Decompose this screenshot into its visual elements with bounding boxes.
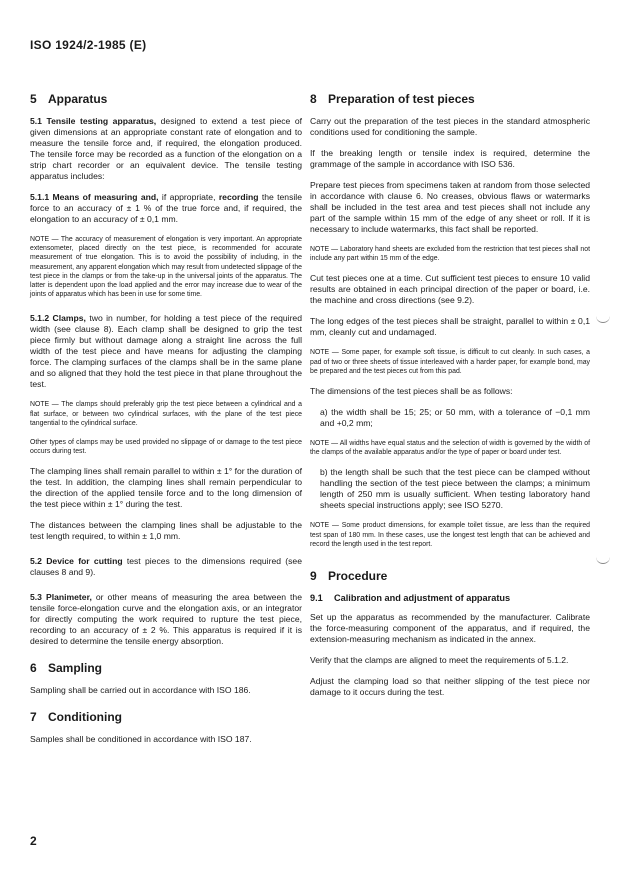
note-other-clamps: Other types of clamps may be used provided no slippage of or damage to the test piece occurs during test.	[30, 439, 302, 456]
para-8-4: Cut test pieces one at a time. Cut sufficient test pieces to ensure 10 valid results are obtained in each principal direction of the paper or board, i.e. the machine and cross directions (see 9.2).	[310, 273, 590, 306]
list-item-length: b) the length shall be such that the test piece can be clamped without handling the section of the test piece between the clamps; a minimum length of 250 mm is usually sufficient. When testing laboratory hand sheets special instructions apply; see ISO 5270.	[320, 467, 590, 511]
para-conditioning: Samples shall be conditioned in accordance with ISO 187.	[30, 734, 252, 745]
para-9-2: Verify that the clamps are aligned to meet the requirements of 5.1.2.	[310, 655, 569, 666]
list-item-width: a) the width shall be 15; 25; or 50 mm, with a tolerance of −0,1 mm and +0,2 mm;	[320, 407, 590, 429]
note-elongation: NOTE — The accuracy of measurement of elongation is very important. An appropriate extensometer, placed directly on the test piece, is recommended for accurate measurement of true elongation. This is to avoid the possibility of including, in the measurement, any apparent elongation which may result from undetected slippage of the test piece in the clamps or from the take-up in the universal joints of the apparatus. The latter is dependent upon the load applied and the error may increase due to wear of the joints of apparatus which has been in use for some time.	[30, 236, 302, 299]
para-8-6: The dimensions of the test pieces shall be as follows:	[310, 386, 513, 397]
margin-mark	[596, 316, 610, 323]
section-7-heading: 7 Conditioning	[30, 710, 122, 725]
para-clamping-lines: The clamping lines shall remain parallel to within ± 1° for the duration of the test. In addition, the clamping lines shall remain perpendicular to the direction of the applied tensile force and to the long dimension of the test piece within ± 1° during the test.	[30, 466, 302, 510]
section-9-1-heading: 9.1 Calibration and adjustment of apparatus	[310, 593, 511, 604]
para-5-2: 5.2 Device for cutting test pieces to the dimensions required (see clauses 8 and 9).	[30, 556, 302, 578]
page-number: 2	[30, 834, 37, 848]
note-clamps: NOTE — The clamps should preferably grip the test piece between a cylindrical and a flat surface, or between two cylindrical surfaces, with the plane of the test piece tangential to the cylindrical surface.	[30, 401, 302, 427]
note-widths: NOTE — All widths have equal status and the selection of width is governed by the width of the clamps of the available apparatus and/or the type of paper or board under test.	[310, 440, 590, 457]
document-header: ISO 1924/2-1985 (E)	[30, 38, 147, 52]
section-6-heading: 6 Sampling	[30, 661, 103, 676]
para-8-2: If the breaking length or tensile index is required, determine the grammage of the sample in accordance with ISO 536.	[310, 148, 590, 169]
section-5-heading: 5 Apparatus	[30, 92, 108, 106]
margin-mark	[596, 557, 610, 564]
para-9-1: Set up the apparatus as recommended by the manufacturer. Calibrate the force-measuring component of the apparatus, and if required, the extension-measuring mechanism as indicated in the annex.	[310, 612, 590, 645]
note-hand-sheets: NOTE — Laboratory hand sheets are excluded from the restriction that test pieces shall not include any part within 15 mm of the edge.	[310, 246, 590, 263]
note-product-dimensions: NOTE — Some product dimensions, for example toilet tissue, are less than the required test span of 180 mm. In these cases, use the longest test length that can be achieved and record the length used in the test report.	[310, 522, 590, 548]
para-distances: The distances between the clamping lines shall be adjustable to the test length required, to within ± 1,0 mm.	[30, 520, 302, 542]
para-5-1-2: 5.1.2 Clamps, two in number, for holding a test piece of the required width (see clause 8). Each clamp shall be designed to grip the test piece firmly but without damage along a straight line across the full width of the test piece and have means for adjusting the clamping force. The clamping surfaces of the clamps shall be in the same plane and so aligned that they hold the test piece in that plane throughout the test.	[30, 313, 302, 390]
section-8-heading: 8 Preparation of test pieces	[310, 92, 475, 106]
para-9-3: Adjust the clamping load so that neither slipping of the test piece nor damage to it occurs during the test.	[310, 676, 590, 698]
note-soft-tissue: NOTE — Some paper, for example soft tissue, is difficult to cut cleanly. In such cases, a pad of two or three sheets of tissue interleaved with a harder paper, for example bond, may be prepared and the test pieces cut from this pad.	[310, 349, 590, 375]
para-8-1: Carry out the preparation of the test pieces in the standard atmospheric conditions used for conditioning the sample.	[310, 116, 590, 137]
para-8-5: The long edges of the test pieces shall be straight, parallel to within ± 0,1 mm, cleanly cut and undamaged.	[310, 316, 590, 338]
para-5-1: 5.1 Tensile testing apparatus, designed to extend a test piece of given dimensions at an appropriate constant rate of elongation and to measure the tensile force and, if required, the elongation produced. The tensile force may be recorded as a function of the elongation on a strip chart recorder or an equivalent device. The tensile testing apparatus includes:	[30, 116, 302, 181]
right-column	[310, 92, 590, 708]
left-column	[30, 92, 302, 755]
section-9-heading: 9 Procedure	[310, 569, 388, 584]
para-8-3: Prepare test pieces from specimens taken at random from those selected in accordance with clause 6. No creases, obvious flaws or watermarks shall be included in the test area and test pieces shall not include any part of the sample within 15 mm of the edge of any sheet or roll. If it is necessary to include watermarks, this fact shall be reported.	[310, 180, 590, 234]
para-5-3: 5.3 Planimeter, or other means of measuring the area between the tensile force-elongation curve and the elongation axis, or an integrator for directly computing the work required to rupture the test piece, recording to an accuracy of ± 2 %. This apparatus is required if it is desired to determine the tensile energy absorption.	[30, 592, 302, 647]
para-sampling: Sampling shall be carried out in accordance with ISO 186.	[30, 685, 251, 696]
para-5-1-1: 5.1.1 Means of measuring and, if appropriate, recording the tensile force to an accuracy of ± 1 % of the true force and, if required, the elongation to an accuracy of ± 0,1 mm.	[30, 192, 302, 224]
